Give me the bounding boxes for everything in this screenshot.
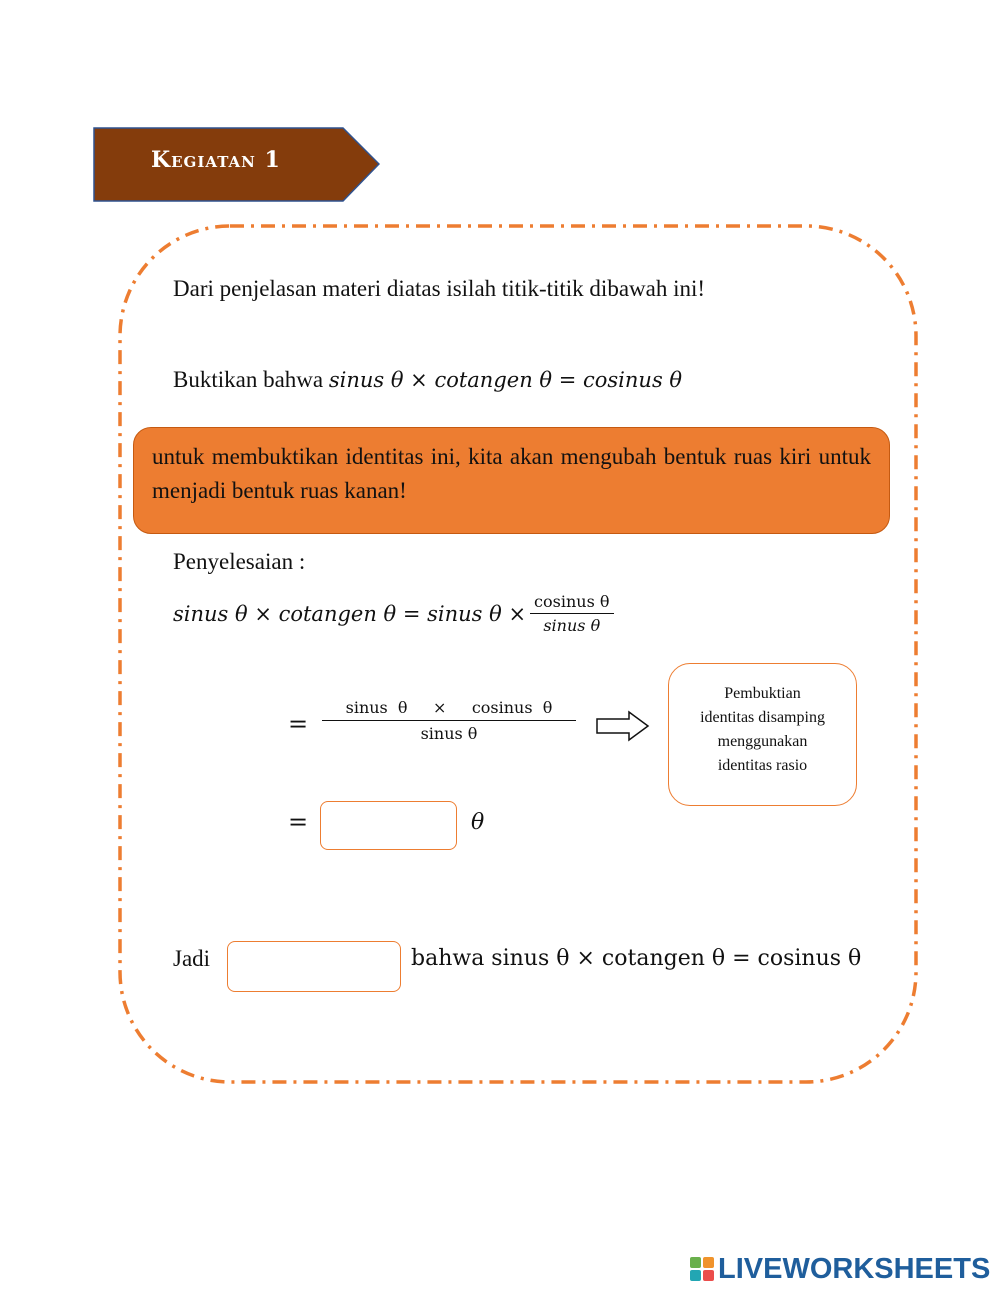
note-line-2: identitas disamping bbox=[700, 709, 825, 726]
prove-statement bbox=[173, 367, 682, 393]
conclusion-answer-input[interactable] bbox=[227, 941, 401, 992]
arrow-right-icon bbox=[595, 710, 651, 742]
step2-equals: = bbox=[288, 710, 309, 738]
step3-answer-input[interactable] bbox=[320, 801, 457, 850]
hint-box: untuk membuktikan identitas ini, kita akan mengubah bentuk ruas kiri untuk menjadi bentuk ruas kanan! bbox=[133, 427, 890, 534]
logo-text: LIVEWORKSHEETS bbox=[718, 1252, 991, 1285]
note-box bbox=[668, 663, 857, 806]
step2-numerator: sinus θ × cosinus θ bbox=[322, 698, 576, 721]
step3-theta: θ bbox=[471, 810, 485, 835]
step1-numerator: cosinus θ bbox=[530, 592, 613, 614]
solution-heading: Penyelesaian : bbox=[173, 549, 306, 574]
step2-denominator: sinus θ bbox=[420, 724, 478, 743]
banner-label: Kegiatan 1 bbox=[151, 147, 281, 173]
step3-equals: = bbox=[288, 808, 309, 836]
conclusion-prefix: Jadi bbox=[173, 946, 211, 971]
step2-fraction bbox=[322, 698, 576, 743]
prove-identity: sinus θ × cotangen θ = cosinus θ bbox=[328, 368, 683, 392]
step1-fraction bbox=[530, 592, 613, 635]
liveworksheets-logo bbox=[690, 1252, 990, 1286]
note-line-3: menggunakan bbox=[717, 733, 808, 750]
note-line-1: Pembuktian bbox=[724, 685, 801, 702]
instruction-text: Dari penjelasan materi diatas isilah titik-titik dibawah ini! bbox=[173, 276, 706, 301]
liveworksheets-logo-icon bbox=[690, 1257, 714, 1281]
step1-denominator: sinus θ bbox=[543, 616, 601, 635]
solution-step-1 bbox=[173, 592, 614, 635]
activity-banner bbox=[93, 127, 380, 202]
step1-lhs: sinus θ × cotangen θ = sinus θ × bbox=[173, 601, 527, 626]
note-line-4: identitas rasio bbox=[717, 757, 808, 774]
prove-prefix: Buktikan bahwa bbox=[173, 367, 324, 392]
conclusion-suffix: bahwa sinus θ × cotangen θ = cosinus θ bbox=[411, 946, 862, 971]
